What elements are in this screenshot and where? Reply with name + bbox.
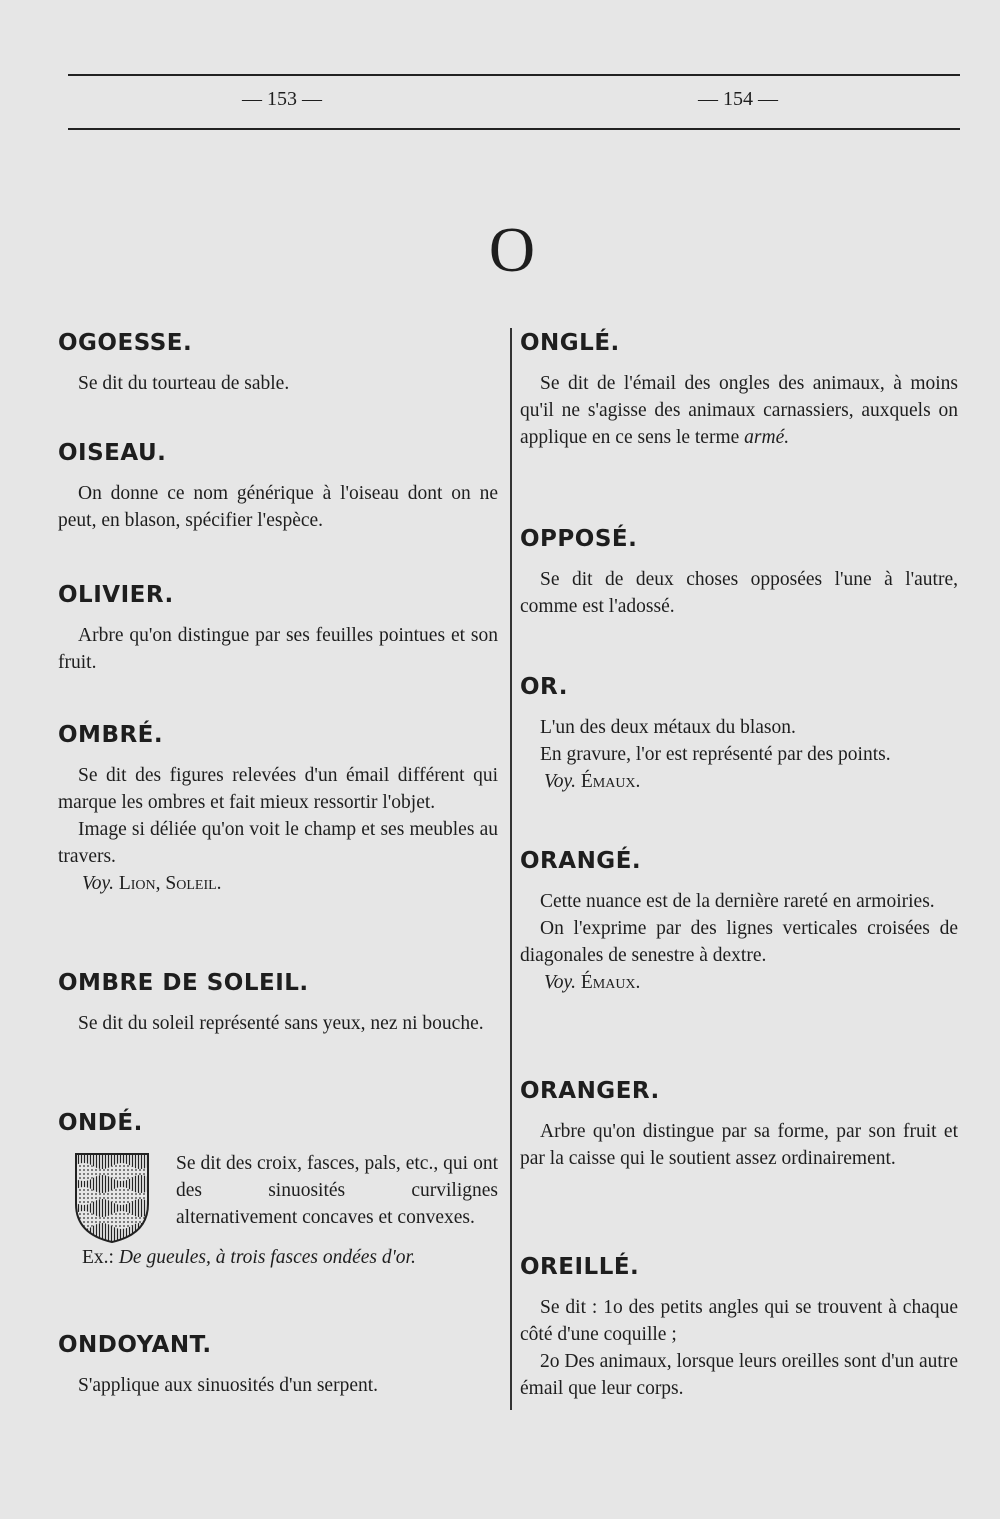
entry-definition: Se dit : 1o des petits angles qui se trouvent à chaque côté d'une coquille ; bbox=[520, 1297, 958, 1345]
entry-definition-2: En gravure, l'or est représenté par des points. bbox=[540, 744, 891, 765]
entry-ombre-de-soleil bbox=[58, 968, 498, 1037]
entry-term: ONDOYANT. bbox=[58, 1332, 212, 1358]
entry-oppose bbox=[520, 524, 958, 620]
voy-label: Voy. bbox=[82, 873, 114, 894]
entry-term: ONDÉ. bbox=[58, 1110, 143, 1136]
column-divider bbox=[510, 328, 512, 1410]
entry-definition: Se dit des croix, fasces, pals, etc., qui ont des sinuosités curvilignes alternativement concaves et convexes. bbox=[176, 1153, 498, 1228]
entry-definition-2: 2o Des animaux, lorsque leurs oreilles sont d'un autre émail que leur corps. bbox=[520, 1351, 958, 1399]
entry-ondoyant bbox=[58, 1330, 498, 1399]
entry-ongle bbox=[520, 328, 958, 451]
entry-term: ORANGER. bbox=[520, 1078, 660, 1104]
entry-term: ONGLÉ. bbox=[520, 330, 620, 356]
example bbox=[58, 1244, 498, 1271]
example-label: Ex.: bbox=[82, 1247, 114, 1268]
example-text: De gueules, à trois fasces ondées d'or. bbox=[118, 1247, 416, 1268]
entry-term: OR. bbox=[520, 674, 568, 700]
coat-of-arms-icon bbox=[74, 1152, 150, 1244]
entry-definition: L'un des deux métaux du blason. bbox=[540, 717, 796, 738]
entry-oranger bbox=[520, 1076, 958, 1172]
entry-definition: Arbre qu'on distingue par ses feuilles pointues et son fruit. bbox=[58, 625, 498, 673]
entry-definition: Se dit du tourteau de sable. bbox=[78, 373, 290, 394]
entry-term: OGOESSE. bbox=[58, 330, 193, 356]
entry-definition-2: On l'exprime par des lignes verticales croisées de diagonales de senestre à dextre. bbox=[520, 918, 958, 966]
italic-term: armé. bbox=[744, 427, 790, 448]
header-rule-bottom bbox=[68, 128, 960, 130]
cross-reference bbox=[58, 870, 498, 897]
voy-label: Voy. bbox=[544, 972, 576, 993]
entry-term: ORANGÉ. bbox=[520, 848, 642, 874]
entry-definition: Se dit de deux choses opposées l'une à l'autre, comme est l'adossé. bbox=[520, 569, 958, 617]
entry-or bbox=[520, 672, 958, 795]
entry-oreille bbox=[520, 1252, 958, 1402]
entry-term: OISEAU. bbox=[58, 440, 167, 466]
entry-definition: Arbre qu'on distingue par sa forme, par son fruit et par la caisse qui le soutient assez ordinairement. bbox=[520, 1121, 958, 1169]
entry-orange bbox=[520, 846, 958, 996]
entry-definition: On donne ce nom générique à l'oiseau dont on ne peut, en blason, spécifier l'espèce. bbox=[58, 483, 498, 531]
entry-olivier bbox=[58, 580, 498, 676]
section-letter: O bbox=[488, 214, 536, 285]
entry-definition: Se dit de l'émail des ongles des animaux, à moins qu'il ne s'agisse des animaux carnassiers, auxquels on applique en ce sens le terme armé. bbox=[520, 373, 958, 448]
entry-term: OLIVIER. bbox=[58, 582, 174, 608]
entry-term: OREILLÉ. bbox=[520, 1254, 640, 1280]
entry-term: OPPOSÉ. bbox=[520, 526, 638, 552]
entry-ombre bbox=[58, 720, 498, 897]
entry-onde bbox=[58, 1108, 498, 1271]
entry-oiseau bbox=[58, 438, 498, 534]
page-number-right: — 154 — bbox=[698, 88, 778, 110]
cross-reference bbox=[520, 768, 958, 795]
entry-term: OMBRE DE SOLEIL. bbox=[58, 970, 309, 996]
reference-terms: Émaux. bbox=[580, 771, 641, 792]
reference-terms: Lion, Soleil. bbox=[118, 873, 222, 894]
reference-terms: Émaux. bbox=[580, 972, 641, 993]
entry-definition: Se dit des figures relevées d'un émail différent qui marque les ombres et fait mieux ressortir l'objet. bbox=[58, 765, 498, 813]
entry-definition: S'applique aux sinuosités d'un serpent. bbox=[78, 1375, 379, 1396]
entry-definition: Cette nuance est de la dernière rareté en armoiries. bbox=[540, 891, 935, 912]
entry-definition-2: Image si déliée qu'on voit le champ et ses meubles au travers. bbox=[58, 819, 498, 867]
page-number-left: — 153 — bbox=[242, 88, 322, 110]
entry-definition: Se dit du soleil représenté sans yeux, nez ni bouche. bbox=[78, 1013, 484, 1034]
voy-label: Voy. bbox=[544, 771, 576, 792]
cross-reference bbox=[520, 969, 958, 996]
entry-ogoesse bbox=[58, 328, 498, 397]
header-rule-top bbox=[68, 74, 960, 76]
entry-term: OMBRÉ. bbox=[58, 722, 164, 748]
